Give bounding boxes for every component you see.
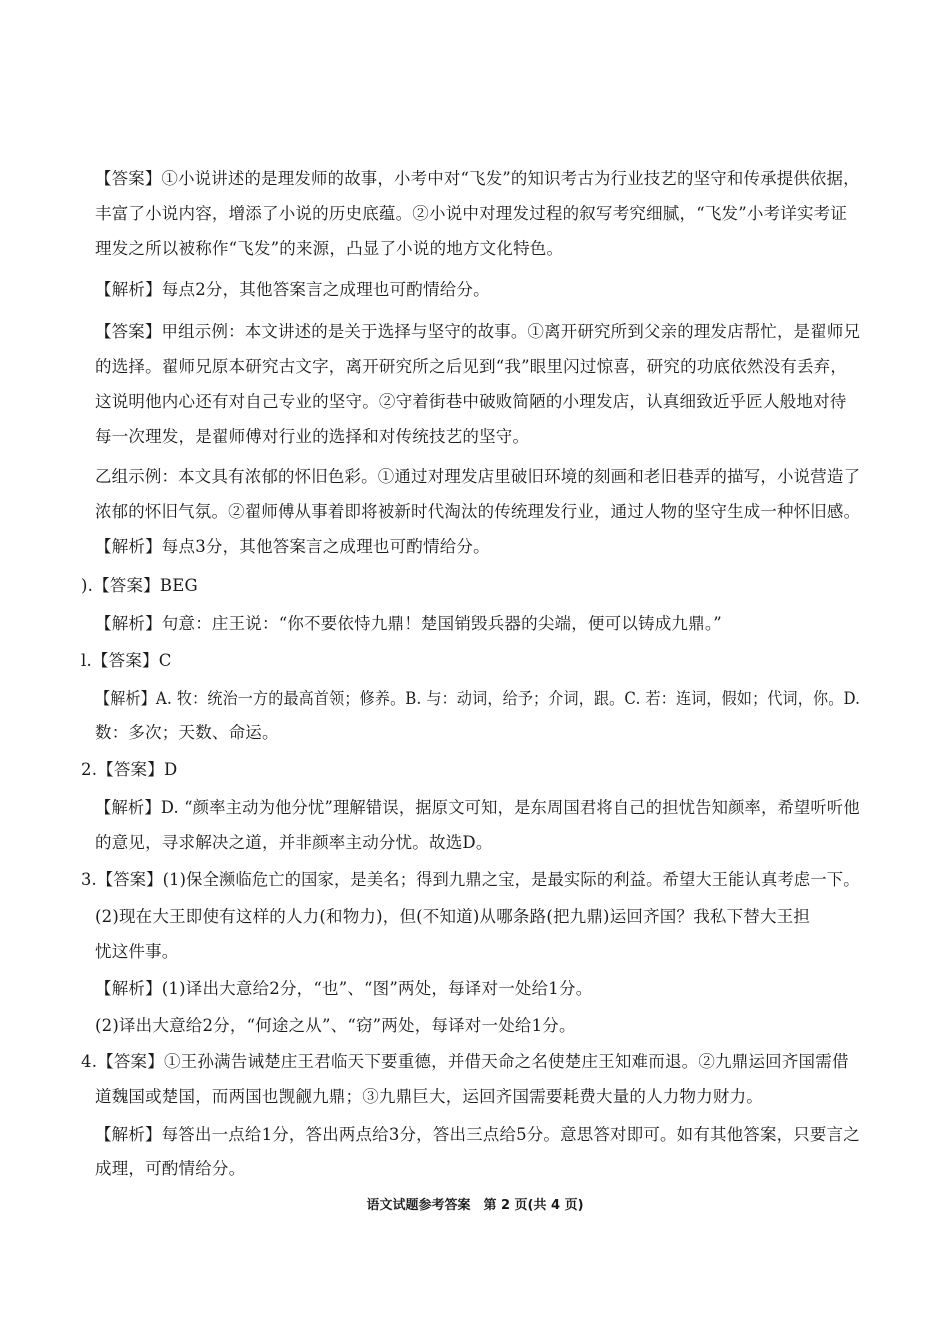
text-line: l.【答案】C [81, 651, 172, 670]
text-line: 【解析】每点2分，其他答案言之成理也可酌情给分。 [95, 280, 490, 299]
text-line: 浓郁的怀旧气氛。②翟师傅从事着即将被新时代淘汰的传统理发行业，通过人物的坚守生成一种怀旧感。 [95, 502, 861, 521]
text-line: 2.【答案】D [81, 760, 178, 779]
text-line: 【解析】句意：庄王说：“你不要依恃九鼎！楚国销毁兵器的尖端，便可以铸成九鼎。” [95, 614, 722, 633]
text-line: 的意见，寻求解决之道，并非颜率主动分忧。故选D。 [95, 833, 493, 852]
text-line: 忧这件事。 [95, 942, 179, 961]
text-line: 【答案】甲组示例：本文讲述的是关于选择与坚守的故事。①离开研究所到父亲的理发店帮忙，是翟师兄 [95, 322, 861, 341]
text-line: (2)译出大意给2分，“何途之从”、“窃”两处，每译对一处给1分。 [95, 1016, 576, 1035]
page-footer: 语文试题参考答案 第 2 页(共 4 页) [366, 1198, 584, 1213]
text-line: 成理，可酌情给分。 [95, 1159, 246, 1178]
text-line: 乙组示例：本文具有浓郁的怀旧色彩。①通过对理发店里破旧环境的刻画和老旧巷弄的描写，小说营造了 [95, 467, 861, 486]
text-line: 【解析】(1)译出大意给2分，“也”、“图”两处，每译对一处给1分。 [95, 979, 593, 998]
text-line: ).【答案】BEG [81, 576, 198, 595]
text-line: 【答案】①小说讲述的是理发师的故事，小考中对“飞发”的知识考古为行业技艺的坚守和传承提供依据， [95, 169, 860, 188]
text-line: 理发之所以被称作“飞发”的来源，凸显了小说的地方文化特色。 [95, 239, 564, 258]
text-line: 这说明他内心还有对自己专业的坚守。②守着街巷中破败简陋的小理发店，认真细致近乎匠人般地对待 [95, 392, 847, 411]
text-line: 每一次理发，是翟师傅对行业的选择和对传统技艺的坚守。 [95, 427, 530, 446]
text-line: 4.【答案】①王孙满告诫楚庄王君临天下要重德，并借天命之名使楚庄王知难而退。②九鼎运回齐国需借 [81, 1052, 849, 1071]
text-line: 的选择。翟师兄原本研究古文字，离开研究所之后见到“我”眼里闪过惊喜，研究的功底依然没有丢弃， [95, 357, 848, 376]
text-line: 【解析】D. “颜率主动为他分忧”理解错误，据原文可知，是东周国君将自己的担忧告知颜率，希望听听他 [95, 798, 860, 817]
text-line: 丰富了小说内容，增添了小说的历史底蕴。②小说中对理发过程的叙写考究细腻，“飞发”小考详实考证 [95, 204, 848, 223]
text-line: 道魏国或楚国，而两国也觊觎九鼎；③九鼎巨大，运回齐国需要耗费大量的人力物力财力。 [95, 1087, 763, 1106]
text-line: 【解析】每答出一点给1分，答出两点给3分，答出三点给5分。意思答对即可。如有其他答案，只要言之 [95, 1125, 860, 1144]
text-line: (2)现在大王即使有这样的人力(和物力)，但(不知道)从哪条路(把九鼎)运回齐国？我私下替大王担 [95, 907, 811, 926]
text-line: 3.【答案】(1)保全濒临危亡的国家，是美名；得到九鼎之宝，是最实际的利益。希望大王能认真考虑一下。 [81, 870, 860, 889]
text-line: 【解析】A. 牧：统治一方的最高首领；修养。B. 与：动词，给予；介词，跟。C. 若：连词，假如；代词，你。D. [95, 689, 861, 708]
text-line: 数：多次；天数、命运。 [95, 723, 279, 742]
text-line: 【解析】每点3分，其他答案言之成理也可酌情给分。 [95, 537, 490, 556]
